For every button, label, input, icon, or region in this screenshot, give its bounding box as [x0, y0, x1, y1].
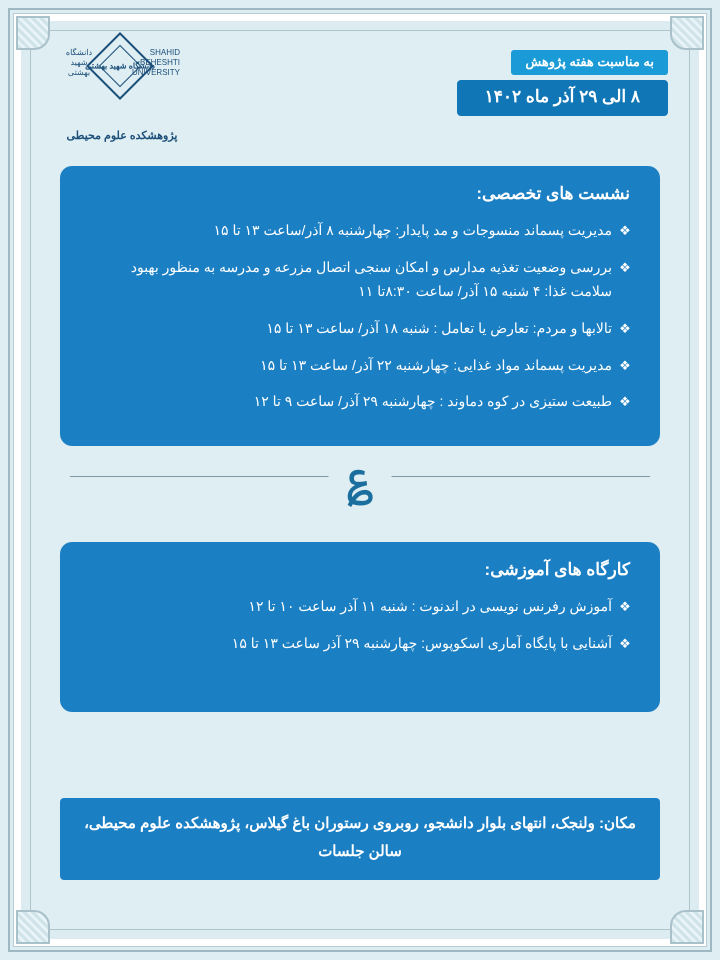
diamond-bullet-icon: ❖: [619, 394, 631, 410]
meetings-list: [86, 218, 634, 414]
list-item: [86, 594, 634, 619]
logo-university-name-fa: دانشگاه شهید بهشتی: [65, 48, 93, 77]
section-panel-workshops: [60, 542, 660, 712]
list-item-label: مدیریت پسماند مواد غذایی: چهارشنبه ۲۲ آذر/ ساعت ۱۳ تا ۱۵: [260, 356, 612, 373]
section-title-workshops: کارگاه های آموزشی:: [484, 560, 630, 579]
diamond-bullet-icon: ❖: [619, 635, 631, 651]
diamond-bullet-icon: ❖: [619, 223, 631, 238]
list-item: [86, 316, 634, 341]
list-item-label: طبیعت ستیزی در کوه دماوند : چهارشنبه ۲۹ آذر/ ساعت ۹ تا ۱۲: [253, 393, 612, 410]
calligraphy-ornament-icon: ؏: [329, 448, 392, 503]
date-badge: ۸ الی ۲۹ آذر ماه ۱۴۰۲: [457, 80, 668, 116]
list-item-label: تالابها و مردم: تعارض یا تعامل : شنبه ۱۸ آذر/ ساعت ۱۳ تا ۱۵: [266, 319, 612, 336]
logo-seal-text: دانشگاه شهید بهشتی: [85, 61, 155, 71]
section-title-meetings: نشست های تخصصی:: [476, 184, 630, 203]
university-logo: [62, 36, 182, 146]
list-item: [86, 255, 634, 304]
list-item-label: مدیریت پسماند منسوجات و مد پایدار: چهارشنبه ۸ آذر/ساعت ۱۳ تا ۱۵: [213, 222, 612, 238]
poster-content: [32, 32, 688, 928]
occasion-badge: به مناسبت هفته پژوهش: [511, 50, 668, 75]
poster-header: [32, 32, 688, 152]
ornament-divider: [60, 446, 660, 542]
logo-institute-name: پژوهشکده علوم محیطی: [66, 130, 178, 142]
list-item-label: بررسی وضعیت تغذیه مدارس و امکان سنجی اتصال مزرعه و مدرسه به منظور بهبود سلامت غذا: ۴ شنبه ۱۵ آذر/ ساعت ۸:۳۰تا ۱۱: [130, 258, 612, 300]
workshops-list: [86, 594, 634, 656]
list-item-label: آموزش رفرنس نویسی در اندنوت : شنبه ۱۱ آذر ساعت ۱۰ تا ۱۲: [248, 598, 612, 614]
diamond-bullet-icon: ❖: [619, 259, 631, 275]
list-item: [86, 353, 634, 378]
logo-university-name-en: SHAHID BEHESHTI UNIVERSITY: [131, 48, 180, 77]
venue-footer: مکان: ولنجک، انتهای بلوار دانشجو، روبروی رستوران باغ گیلاس، پژوهشکده علوم محیطی، سالن جلسات: [60, 798, 660, 880]
diamond-bullet-icon: ❖: [619, 357, 631, 373]
diamond-bullet-icon: ❖: [619, 320, 631, 336]
list-item: [86, 389, 634, 414]
diamond-bullet-icon: ❖: [619, 599, 631, 614]
list-item: [86, 631, 634, 656]
layout-spacer: [32, 712, 688, 798]
section-panel-meetings: [60, 166, 660, 446]
list-item: [86, 218, 634, 243]
list-item-label: آشنایی با پایگاه آماری اسکوپوس: چهارشنبه ۲۹ آذر ساعت ۱۳ تا ۱۵: [231, 634, 612, 651]
